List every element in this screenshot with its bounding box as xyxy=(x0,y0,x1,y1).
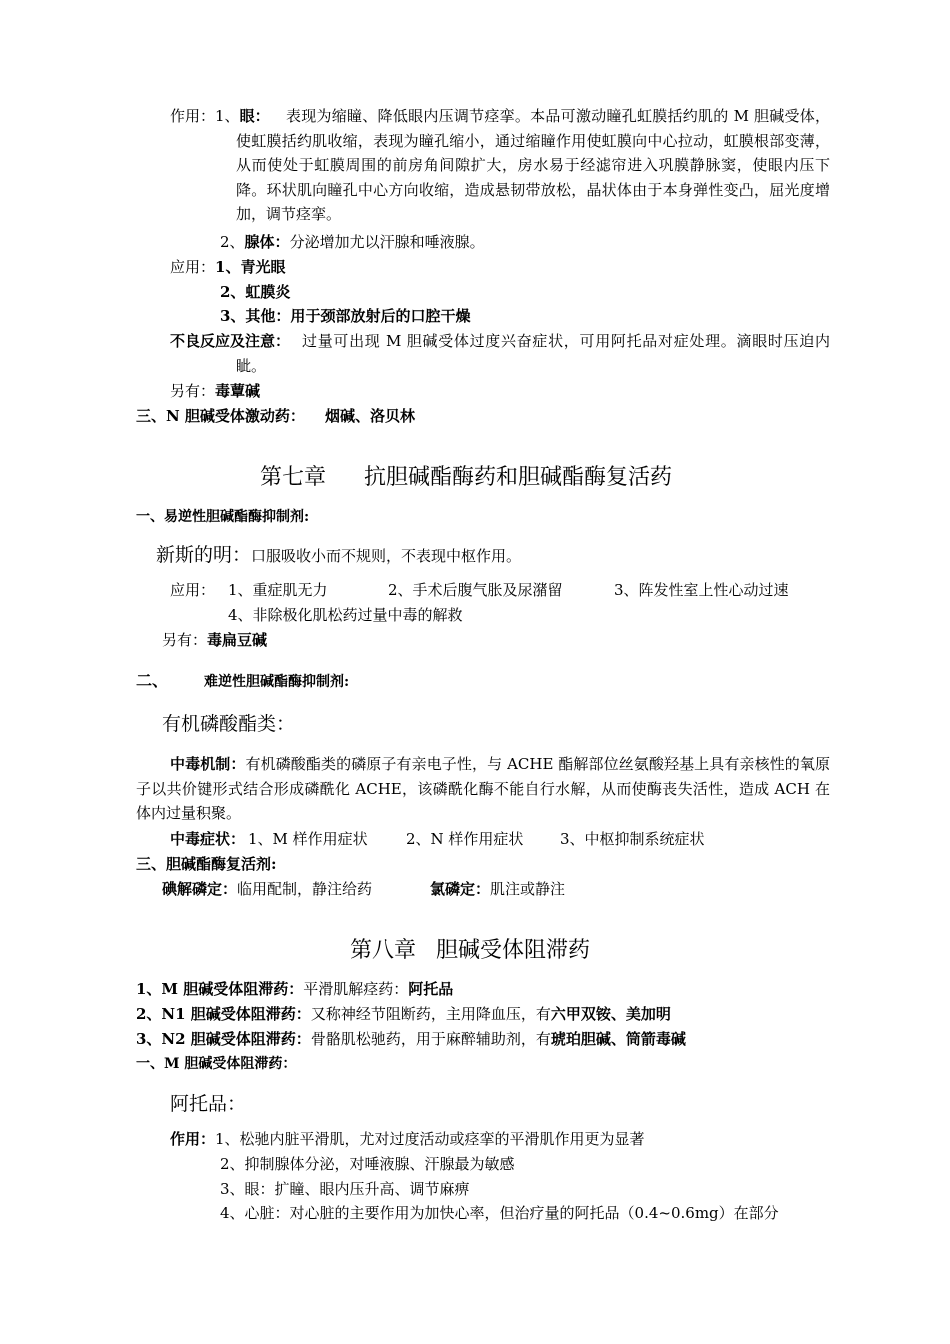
blocker-type-1 xyxy=(136,979,453,999)
m-blocker-heading: 一、M 胆碱受体阻滞药： xyxy=(136,1056,297,1072)
neostigmine-usage-4: 4、非除极化肌松药过量中毒的解救 xyxy=(228,606,463,624)
toxic-symptom-1: 1、M 样作用症状 xyxy=(248,830,368,848)
usage-label: 应用： xyxy=(170,258,216,276)
effect-2-text: 分泌增加尤以汗腺和唾液腺。 xyxy=(289,233,485,251)
neostigmine-line xyxy=(156,543,522,566)
blocker-type-3-text: 骨骼肌松驰药，用于麻醉辅助剂，有 xyxy=(310,1030,551,1048)
also-value: 毒蕈碱 xyxy=(215,382,261,400)
effect-1-term: 眼： xyxy=(239,107,270,125)
blocker-type-3-drug: 琥珀胆碱、筒箭毒碱 xyxy=(550,1030,686,1048)
also-line xyxy=(170,381,260,401)
atropine-effect-4: 4、心脏：对心脏的主要作用为加快心率，但治疗量的阿托品（0.4~0.6mg）在部分 xyxy=(220,1204,779,1222)
usage-1-text: 1、青光眼 xyxy=(215,258,286,276)
blocker-type-1-text: 平滑肌解痉药： xyxy=(303,980,409,998)
neostigmine-usage-label: 应用： xyxy=(170,581,216,599)
chapter-8-title xyxy=(350,937,590,965)
irreversible-inhibitor-number: 二、 xyxy=(136,671,169,690)
pralidoxime-iodide-text: 临用配制，静注给药 xyxy=(237,880,373,898)
irreversible-inhibitor-heading: 难逆性胆碱酯酶抑制剂: xyxy=(204,674,350,690)
blocker-type-2-drug: 六甲双铵、美加明 xyxy=(550,1005,671,1023)
neostigmine-name: 新斯的明： xyxy=(156,544,252,566)
atropine-effect-2: 2、抑制腺体分泌，对唾液腺、汗腺最为敏感 xyxy=(220,1155,515,1173)
blocker-type-1-drug: 阿托品 xyxy=(408,980,454,998)
also-line-ch7 xyxy=(162,630,267,650)
reactivator-drug-2 xyxy=(430,879,565,899)
effect-2 xyxy=(220,232,485,252)
organophosphate-heading: 有机磷酸酯类： xyxy=(162,713,296,735)
reactivator-drug-1 xyxy=(162,879,372,899)
neostigmine-usage-3: 3、阵发性室上性心动过速 xyxy=(614,581,789,599)
n-agonist-label: 三、N 胆碱受体激动药： xyxy=(136,407,305,425)
blocker-type-2 xyxy=(136,1004,671,1024)
also-label: 另有： xyxy=(170,382,216,400)
chapter-7-number: 第七章 xyxy=(260,465,327,490)
neostigmine-usage-2: 2、手术后腹气胀及尿潴留 xyxy=(388,581,563,599)
pralidoxime-chloride-name: 氯磷定： xyxy=(430,880,491,898)
effect-2-term: 腺体： xyxy=(244,233,290,251)
blocker-type-1-label: 1、M 胆碱受体阻滞药： xyxy=(136,980,304,998)
toxic-mechanism-para xyxy=(136,752,830,826)
neostigmine-usage-line-1 xyxy=(170,580,215,600)
atropine-heading: 阿托品： xyxy=(170,1093,247,1115)
atropine-effect-1-text: 1、松驰内脏平滑肌，尤对过度活动或痉挛的平滑肌作用更为显著 xyxy=(215,1130,645,1148)
atropine-effect-label: 作用： xyxy=(170,1130,216,1148)
chapter-8-number: 第八章 xyxy=(350,938,417,963)
usage-2: 2、虹膜炎 xyxy=(220,283,291,301)
blocker-type-3-label: 3、N2 胆碱受体阻滞药： xyxy=(136,1030,311,1048)
blocker-type-2-label: 2、N1 胆碱受体阻滞药： xyxy=(136,1005,311,1023)
blocker-type-3 xyxy=(136,1029,686,1049)
n-agonist-heading xyxy=(136,406,415,426)
adverse-text: 过量可出现 M 胆碱受体过度兴奋症状，可用阿托品对症处理。滴眼时压迫内眦。 xyxy=(236,332,830,375)
effect-label-text: 作用： xyxy=(170,107,216,125)
toxic-symptoms-label: 中毒症状： xyxy=(170,830,246,848)
n-agonist-drugs: 烟碱、洛贝林 xyxy=(324,407,415,425)
reversible-inhibitor-heading: 一、易逆性胆碱酯酶抑制剂: xyxy=(136,509,310,525)
chapter-8-title-text: 胆碱受体阻滞药 xyxy=(436,938,591,963)
usage-1 xyxy=(170,257,285,277)
effect-1-text: 表现为缩瞳、降低眼内压调节痉挛。本品可激动瞳孔虹膜括约肌的 M 胆碱受体，使虹膜括约肌收缩，表现为瞳孔缩小，通过缩瞳作用使虹膜向中心拉动，虹膜根部变薄，从而使处于虹膜周围的前房角间隙扩大，房水易于经滤帘进入巩膜静脉窦，使眼内压下降。环状肌向瞳孔中心方向收缩，造成悬韧带放松，晶状体由于本身弹性变凸，屈光度增加，调节痉挛。 xyxy=(236,107,830,223)
chapter-7-title xyxy=(260,464,672,492)
atropine-effect-3: 3、眼：扩瞳、眼内压升高、调节麻痹 xyxy=(220,1180,470,1198)
toxic-symptom-2: 2、N 样作用症状 xyxy=(406,830,524,848)
effect-2-num: 2、 xyxy=(220,233,245,251)
pralidoxime-chloride-text: 肌注或静注 xyxy=(490,880,566,898)
neostigmine-text: 口服吸收小而不规则，不表现中枢作用。 xyxy=(251,547,522,565)
toxic-mechanism-text: 有机磷酸酯类的磷原子有亲电子性，与 ACHE 酯解部位丝氨酸羟基上具有亲核性的氧原子以共价键形式结合形成磷酰化 ACHE，该磷酰化酶不能自行水解，从而使酶丧失活性，造成 ACH 在体内过量积聚。 xyxy=(136,755,830,822)
toxic-mechanism-label: 中毒机制： xyxy=(170,755,246,773)
blocker-type-2-text: 又称神经节阻断药，主用降血压，有 xyxy=(310,1005,551,1023)
pralidoxime-iodide-name: 碘解磷定： xyxy=(162,880,238,898)
neostigmine-usage-1: 1、重症肌无力 xyxy=(228,581,328,599)
atropine-effect-1 xyxy=(170,1129,645,1149)
also-label-ch7: 另有： xyxy=(162,631,208,649)
effect-1-num: 1、 xyxy=(215,107,240,125)
adverse-label: 不良反应及注意： xyxy=(170,332,291,350)
also-value-ch7: 毒扁豆碱 xyxy=(207,631,268,649)
reactivator-heading: 三、胆碱酯酶复活剂: xyxy=(136,855,277,873)
usage-3: 3、其他：用于颈部放射后的口腔干燥 xyxy=(220,307,471,325)
chapter-7-title-text: 抗胆碱酯酶药和胆碱酯酶复活药 xyxy=(364,465,673,490)
toxic-symptom-3: 3、中枢抑制系统症状 xyxy=(560,830,705,848)
